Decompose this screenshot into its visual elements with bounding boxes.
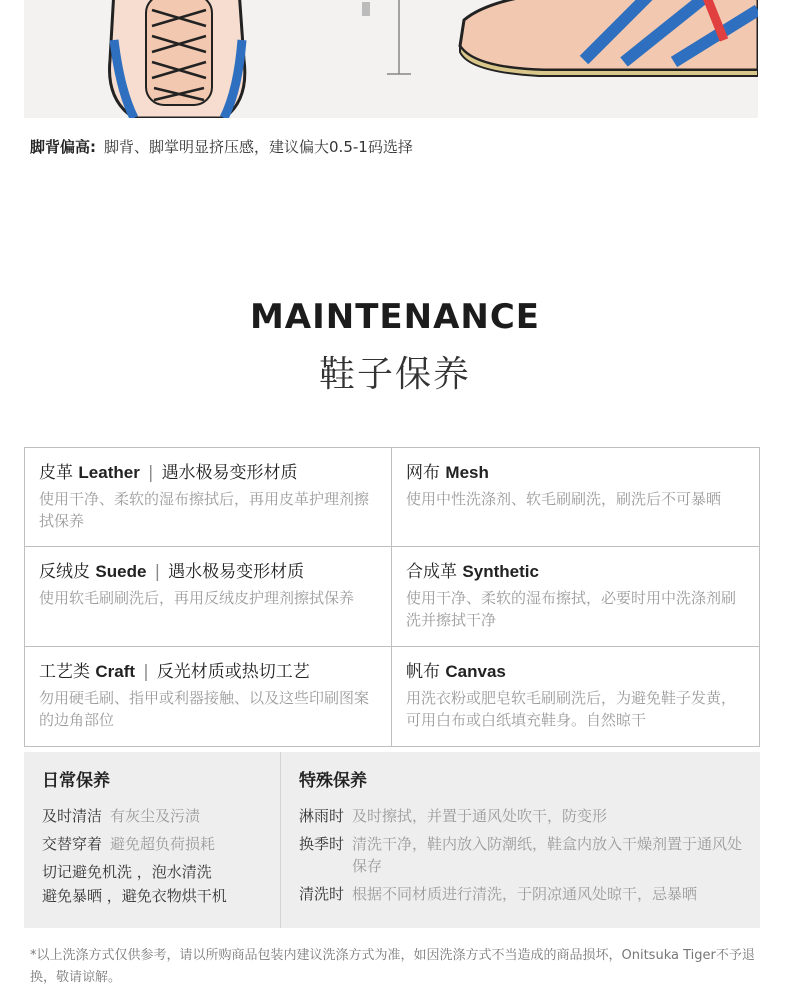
special-care-row	[299, 833, 746, 877]
title-separator: |	[143, 661, 149, 682]
material-name-en: Suede	[95, 562, 147, 582]
material-description: 勿用硬毛刷、指甲或利器接触、以及这些印刷图案的边角部位	[39, 688, 370, 729]
shoe-top-view	[110, 0, 245, 118]
special-care-row	[299, 805, 746, 827]
material-name-cn: 网布	[406, 463, 440, 483]
material-description: 用洗衣粉或肥皂软毛刷刷洗后，为避免鞋子发黄，可用白布或白纸填充鞋身。自然晾干	[406, 688, 737, 729]
material-name-cn: 合成革	[406, 562, 457, 583]
fit-note-text: 脚背、脚掌明显挤压感，建议偏大0.5-1码选择	[104, 138, 413, 156]
special-care-title: 特殊保养	[299, 771, 367, 791]
material-cell-suede	[25, 547, 392, 646]
title-separator: |	[147, 463, 154, 483]
care-key: 交替穿着	[42, 835, 103, 853]
daily-care-title: 日常保养	[42, 771, 110, 791]
material-name-en: Synthetic	[462, 562, 539, 582]
material-title	[406, 460, 745, 486]
care-value: 有灰尘及污渍	[110, 807, 201, 825]
material-cell-mesh	[392, 448, 759, 547]
material-description: 使用干净、柔软的湿布擦拭后，再用皮革护理剂擦拭保养	[39, 490, 370, 530]
material-title	[406, 659, 745, 685]
shoe-fit-illustration	[24, 0, 758, 118]
shoe-illustration-svg	[24, 0, 758, 118]
material-title	[39, 559, 377, 585]
material-cell-craft	[25, 647, 392, 746]
material-name-en: Craft	[95, 661, 136, 681]
material-title	[39, 460, 377, 486]
material-note: 遇水极易变形材质	[161, 463, 298, 483]
material-title	[406, 559, 745, 585]
care-panel	[24, 752, 760, 928]
material-description: 使用软毛刷刷洗后，再用反绒皮护理剂擦拭保养	[39, 589, 355, 608]
material-name-cn: 帆布	[406, 661, 440, 682]
maintenance-title-en: MAINTENANCE	[249, 297, 541, 337]
title-separator: |	[154, 562, 161, 583]
fit-note-label: 脚背偏高:	[30, 138, 96, 156]
height-measure-line	[362, 0, 411, 74]
material-note: 遇水极易变形材质	[168, 562, 305, 583]
material-name-en: Leather	[78, 463, 140, 482]
care-value: 根据不同材质进行清洗，于阴凉通风处晾干，忌暴晒	[352, 885, 698, 903]
maintenance-title-cn: 鞋子保养	[318, 354, 471, 395]
daily-care-row	[42, 833, 280, 855]
material-name-cn: 反绒皮	[39, 562, 90, 583]
special-care-row	[299, 883, 746, 905]
care-key: 清洗时	[299, 885, 345, 903]
daily-care-row	[42, 805, 280, 827]
material-name-cn: 工艺类	[39, 661, 90, 682]
care-key: 换季时	[299, 835, 345, 853]
disclaimer: *以上洗涤方式仅供参考，请以所购商品包装内建议洗涤方式为准，如因洗涤方式不当造成的商品损坏，Onitsuka Tiger不予退换，敬请谅解。	[30, 948, 755, 985]
daily-care-warning-1: 切记避免机洗 ，泡水清洗	[42, 863, 212, 881]
material-title	[39, 659, 377, 685]
care-value: 清洗干净，鞋内放入防潮纸，鞋盒内放入干燥剂置于通风处保存	[352, 835, 743, 875]
material-name-en: Canvas	[445, 661, 506, 681]
material-description: 使用干净、柔软的湿布擦拭，必要时用中洗涤剂刷洗并擦拭干净	[406, 589, 737, 630]
daily-care-section	[24, 752, 281, 928]
shoe-side-view	[460, 0, 758, 76]
material-name-cn: 皮革	[39, 463, 73, 483]
material-cell-leather	[25, 448, 392, 547]
material-cell-synthetic	[392, 547, 759, 646]
material-description: 使用中性洗涤剂、软毛刷刷洗，刷洗后不可暴晒	[406, 490, 722, 508]
fit-note	[30, 136, 413, 157]
daily-care-warning-2: 避免暴晒 ，避免衣物烘干机	[42, 887, 227, 905]
care-value: 避免超负荷损耗	[110, 835, 216, 853]
materials-grid	[24, 447, 760, 747]
material-name-en: Mesh	[445, 463, 489, 482]
care-key: 淋雨时	[299, 807, 345, 825]
care-key: 及时清洁	[42, 807, 103, 825]
material-cell-canvas	[392, 647, 759, 746]
material-note: 反光材质或热切工艺	[156, 661, 310, 682]
special-care-section	[281, 752, 760, 928]
care-value: 及时擦拭，并置于通风处吹干，防变形	[352, 807, 608, 825]
